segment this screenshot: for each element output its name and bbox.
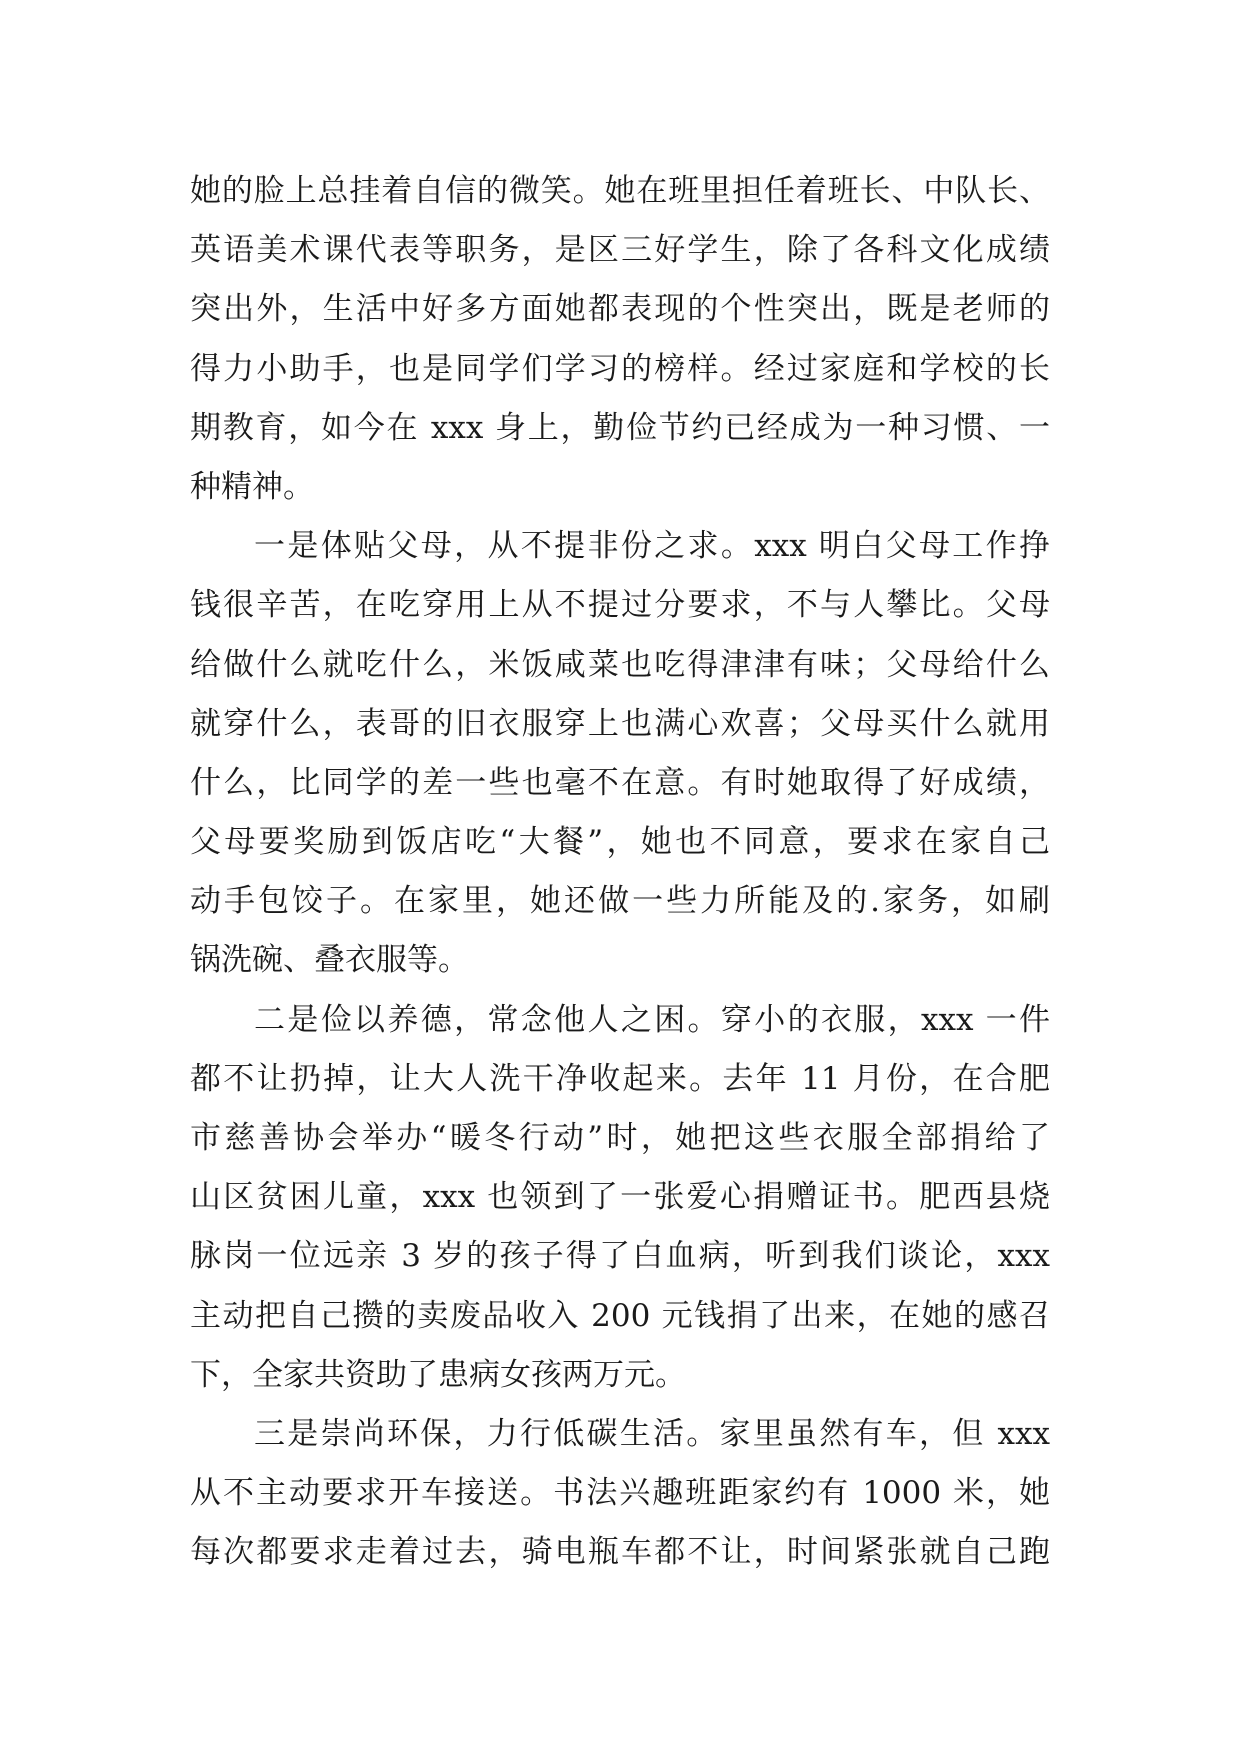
document-body	[190, 162, 1050, 1583]
text-line: 钱很辛苦，在吃穿用上从不提过分要求，不与人攀比。父母	[190, 587, 1050, 624]
text-line: 给做什么就吃什么，米饭咸菜也吃得津津有味；父母给什么	[190, 646, 1050, 683]
text-line: 种精神。	[190, 468, 314, 505]
text-line: 得力小助手，也是同学们学习的榜样。经过家庭和学校的长	[190, 350, 1050, 387]
paragraph-4	[190, 1405, 1050, 1583]
text-line: 二是俭以养德，常念他人之困。穿小的衣服，xxx 一件	[254, 1001, 1050, 1038]
text-line: 三是崇尚环保，力行低碳生活。家里虽然有车，但 xxx	[254, 1415, 1050, 1452]
text-line: 都不让扔掉，让大人洗干净收起来。去年 11 月份，在合肥	[190, 1060, 1050, 1097]
text-line: 锅洗碗、叠衣服等。	[190, 942, 469, 979]
text-line: 下，全家共资助了患病女孩两万元。	[190, 1356, 686, 1393]
text-line: 从不主动要求开车接送。书法兴趣班距家约有 1000 米，她	[190, 1475, 1050, 1512]
text-line: 英语美术课代表等职务，是区三好学生，除了各科文化成绩	[190, 232, 1050, 269]
text-line: 突出外，生活中好多方面她都表现的个性突出，既是老师的	[190, 291, 1050, 328]
text-line: 什么，比同学的差一些也毫不在意。有时她取得了好成绩，	[190, 764, 1050, 801]
text-line: 主动把自己攒的卖废品收入 200 元钱捐了出来，在她的感召	[190, 1297, 1050, 1334]
paragraph-1	[190, 162, 1050, 517]
text-line: 脉岗一位远亲 3 岁的孩子得了白血病，听到我们谈论，xxx	[190, 1238, 1050, 1275]
text-line: 山区贫困儿童，xxx 也领到了一张爱心捐赠证书。肥西县烧	[190, 1179, 1050, 1216]
text-line: 每次都要求走着过去，骑电瓶车都不让，时间紧张就自己跑	[190, 1534, 1050, 1571]
paragraph-3	[190, 991, 1050, 1405]
text-line: 就穿什么，表哥的旧衣服穿上也满心欢喜；父母买什么就用	[190, 705, 1050, 742]
text-line: 一是体贴父母，从不提非份之求。xxx 明白父母工作挣	[254, 528, 1050, 565]
text-line: 市慈善协会举办“暖冬行动”时，她把这些衣服全部捐给了	[190, 1120, 1050, 1156]
text-line: 她的脸上总挂着自信的微笑。她在班里担任着班长、中队长、	[190, 173, 1050, 209]
text-line: 父母要奖励到饭店吃“大餐”，她也不同意，要求在家自己	[190, 824, 1050, 861]
text-line: 动手包饺子。在家里，她还做一些力所能及的.家务，如刷	[190, 883, 1050, 920]
text-line: 期教育，如今在 xxx 身上，勤俭节约已经成为一种习惯、一	[190, 409, 1050, 446]
paragraph-2	[190, 517, 1050, 991]
